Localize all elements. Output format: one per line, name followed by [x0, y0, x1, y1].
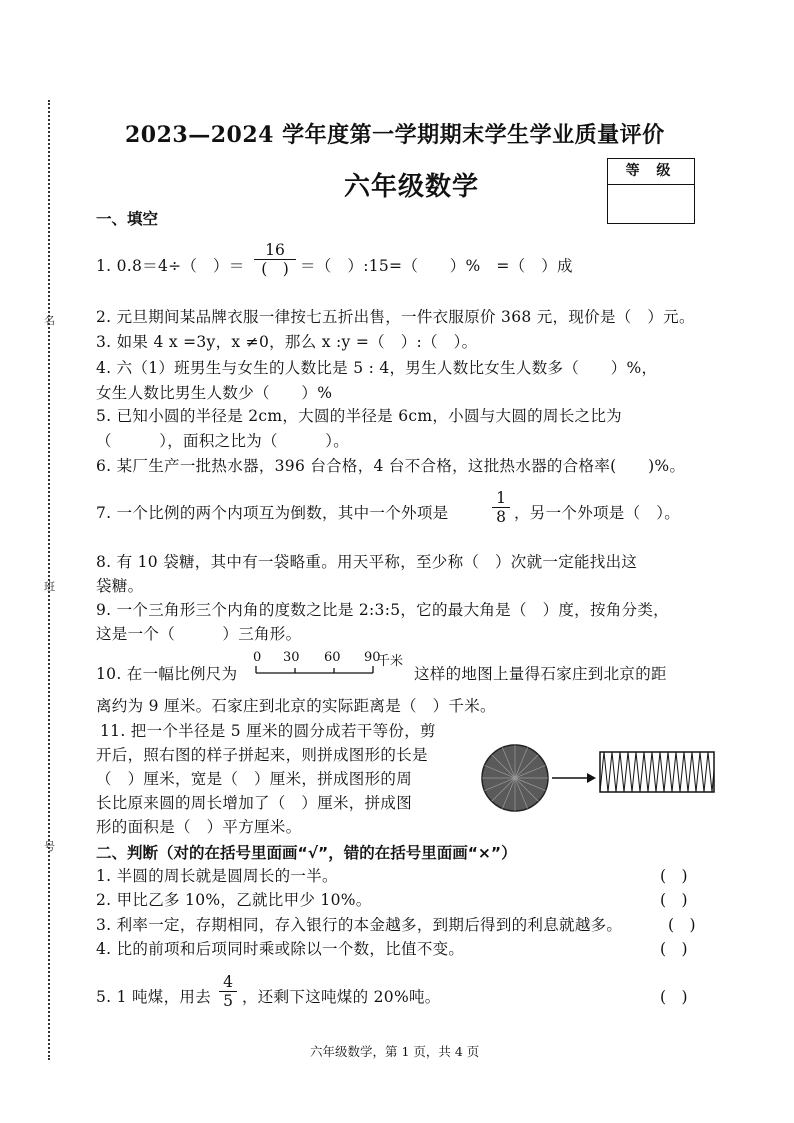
binding-margin-char: 班 — [44, 580, 55, 593]
scale-bar — [253, 650, 413, 678]
question-4-line1: 4. 六（1）班男生与女生的人数比是 5 : 4，男生人数比女生人数多（ ）%， — [96, 359, 658, 377]
question-9-line2: 这是一个（ ）三角形。 — [96, 625, 302, 643]
question-2: 2. 元旦期间某品牌衣服一律按七五折出售，一件衣服原价 368 元，现价是（ ）元。 — [96, 308, 695, 326]
question-5-line1: 5. 已知小圆的半径是 2cm，大圆的半径是 6cm，小圆与大圆的周长之比为 — [96, 407, 622, 425]
question-6: 6. 某厂生产一批热水器，396 台合格，4 台不合格，这批热水器的合格率( )%。 — [96, 457, 686, 475]
question-4-line2: 女生人数比男生人数少（ ）% — [96, 384, 333, 402]
question-3: 3. 如果 4 x =3y，x ≠0，那么 x :y =（ ）:（ ）。 — [96, 333, 478, 351]
section2-heading: 二、判断（对的在括号里面画“√”，错的在括号里面画“×”） — [96, 844, 517, 862]
question-7-part1: 7. 一个比例的两个内项互为倒数，其中一个外项是 — [96, 504, 449, 522]
judge-item-2: 2. 甲比乙多 10%，乙就比甲少 10%。 — [96, 891, 372, 909]
judge-item-1: 1. 半圆的周长就是圆周长的一半。 — [96, 867, 338, 885]
question-5-line2: （ ），面积之比为（ ）。 — [96, 432, 350, 450]
fraction-numerator: 16 — [265, 241, 285, 259]
judge-item-3: 3. 利率一定，存期相同，存入银行的本金越多，到期后得到的利息就越多。 — [96, 916, 623, 934]
zigzag-rectangle — [600, 752, 714, 792]
scale-unit: 千米 — [377, 654, 404, 669]
judge-answer-paren[interactable]: ( ) — [660, 867, 688, 885]
scale-tick-label: 0 — [253, 650, 262, 665]
exam-subtitle: 六年级数学 — [344, 172, 480, 202]
question-11-line2: 开后，照右图的样子拼起来，则拼成图形的长是 — [96, 746, 428, 764]
judge-item-5-part1: 5. 1 吨煤，用去 — [96, 988, 212, 1006]
question-9-line1: 9. 一个三角形三个内角的度数之比是 2:3:5，它的最大角是（ ）度，按角分类， — [96, 601, 669, 619]
binding-margin-char: 号 — [44, 840, 55, 853]
question-11-line3: （ ）厘米，宽是（ ）厘米，拼成图形的周 — [96, 770, 413, 788]
scale-tick-label: 30 — [283, 650, 300, 665]
judge-item-5-fraction — [219, 973, 237, 1010]
segmented-circle — [482, 745, 548, 811]
fraction-denominator: 8 — [496, 508, 506, 526]
scale-line — [255, 664, 375, 674]
question-11-line4: 长比原来圆的周长增加了（ ）厘米，拼成图 — [96, 794, 413, 812]
fraction-denominator: ( ) — [261, 260, 289, 278]
fraction-denominator: 5 — [223, 992, 233, 1010]
binding-margin-char: 名 — [44, 314, 55, 327]
question-1-part1: 1. 0.8＝4÷（ ）＝ — [96, 257, 245, 275]
question-7-part2: ，另一个外项是（ ）。 — [514, 504, 681, 522]
question-1-part2: ＝（ ）:15=（ ）% =（ ）成 — [300, 257, 573, 275]
question-7-fraction — [492, 489, 510, 526]
question-10-line2: 离约为 9 厘米。石家庄到北京的实际距离是（ ）千米。 — [96, 697, 496, 715]
grade-box — [607, 158, 695, 224]
question-8-line2: 袋糖。 — [96, 577, 144, 595]
fraction-numerator: 1 — [496, 489, 506, 507]
exam-title: 2023—2024 学年度第一学期期末学生学业质量评价 — [125, 122, 665, 148]
judge-answer-paren[interactable]: ( ) — [668, 916, 696, 934]
question-10-part2: 这样的地图上量得石家庄到北京的距 — [414, 665, 667, 683]
grade-label: 等 级 — [608, 159, 694, 185]
judge-item-5-part2: ，还剩下这吨煤的 20%吨。 — [242, 988, 441, 1006]
page-footer: 六年级数学，第 1 页，共 4 页 — [310, 1044, 480, 1059]
question-1-fraction — [254, 241, 296, 278]
question-10-part1: 10. 在一幅比例尺为 — [96, 665, 238, 683]
circle-to-rectangle-figure — [478, 740, 718, 820]
question-11-line1: 11. 把一个半径是 5 厘米的圆分成若干等份，剪 — [100, 722, 436, 740]
judge-answer-paren[interactable]: ( ) — [660, 940, 688, 958]
question-11-line5: 形的面积是（ ）平方厘米。 — [96, 818, 302, 836]
judge-item-4: 4. 比的前项和后项同时乘或除以一个数，比值不变。 — [96, 940, 465, 958]
judge-answer-paren[interactable]: ( ) — [660, 988, 688, 1006]
judge-answer-paren[interactable]: ( ) — [660, 891, 688, 909]
scale-tick-label: 60 — [324, 650, 341, 665]
fraction-numerator: 4 — [223, 973, 233, 991]
arrow — [552, 773, 596, 783]
scale-tick-label: 90 — [364, 650, 381, 665]
question-8-line1: 8. 有 10 袋糖，其中有一袋略重。用天平称，至少称（ ）次就一定能找出这 — [96, 553, 638, 571]
section1-heading: 一、填空 — [96, 210, 159, 228]
